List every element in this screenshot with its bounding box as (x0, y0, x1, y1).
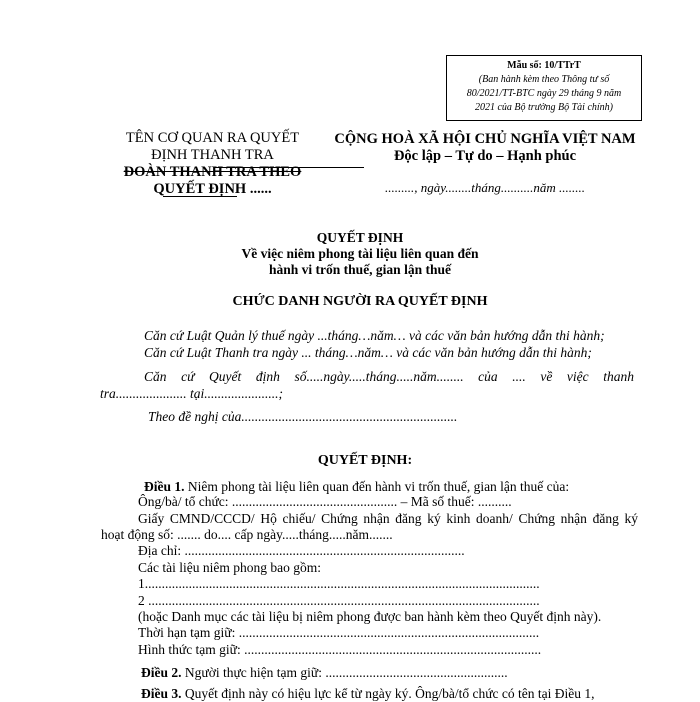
nation-motto: Độc lập – Tự do – Hạnh phúc (393, 148, 577, 164)
address-line: Địa chỉ: ................................................................................... (138, 543, 465, 558)
holding-form: Hình thức tạm giữ: ........................................................................................ (138, 642, 542, 657)
signer-title: CHỨC DANH NGƯỜI RA QUYẾT ĐỊNH (232, 294, 488, 309)
article-2-text: Người thực hiện tạm giữ: ...................................................... (181, 665, 508, 680)
title-line-3: hành vi trốn thuế, gian lận thuế (269, 262, 451, 277)
agency-line-2: ĐỊNH THANH TRA (151, 147, 274, 163)
agency-line-3: ĐOÀN THANH TRA THEO (123, 164, 302, 180)
legal-basis-3-cont: tra..................... tại......................; (100, 386, 284, 401)
agency-line-4: QUYẾT ĐỊNH ...... (153, 181, 272, 197)
sealed-docs-heading: Các tài liệu niêm phong bao gồm: (138, 560, 321, 575)
article-1-label: Điều 1. (144, 479, 185, 494)
subject-line: Ông/bà/ tổ chức: ................................................. – Mã số thuế: .......... (138, 494, 512, 509)
form-number: Mẫu số: 10/TTrT (507, 60, 581, 71)
holding-period: Thời hạn tạm giữ: ......................................................................................... (138, 625, 540, 640)
article-3-text: Quyết định này có hiệu lực kể từ ngày ký. Ông/bà/tổ chức có tên tại Điều 1, (181, 686, 595, 701)
form-note-line-3: 2021 của Bộ trưởng Bộ Tài chính) (474, 102, 613, 113)
form-note-line-1: (Ban hành kèm theo Thông tư số (478, 74, 610, 85)
sealed-docs-note: (hoặc Danh mục các tài liệu bị niêm phong được ban hành kèm theo Quyết định này). (138, 609, 602, 624)
date-line: ........., ngày........tháng..........năm ........ (384, 180, 586, 195)
title-line-1: QUYẾT ĐỊNH (316, 230, 404, 245)
nation-name: CỘNG HOÀ XÃ HỘI CHỦ NGHĨA VIỆT NAM (334, 131, 636, 147)
id-document-line-2: hoạt động số: ....... do.... cấp ngày.....tháng.....năm....... (101, 527, 393, 542)
proposal-basis: Theo đề nghị của................................................................ (148, 409, 458, 424)
decision-title (150, 230, 570, 278)
article-1-text: Niêm phong tài liệu liên quan đến hành vi trốn thuế, gian lận thuế của: (184, 479, 570, 494)
form-note-line-2: 80/2021/TT-BTC ngày 29 tháng 9 năm (466, 88, 622, 99)
legal-basis-2: Căn cứ Luật Thanh tra ngày ... tháng…năm… và các văn bản hướng dẫn thi hành; (144, 345, 592, 360)
agency-underline (163, 196, 237, 197)
issuing-agency (100, 130, 325, 198)
title-line-2: Về việc niêm phong tài liệu liên quan đến (241, 246, 479, 261)
sealed-doc-2: 2 .................................................................................................................... (138, 593, 540, 608)
legal-basis-1: Căn cứ Luật Quản lý thuế ngày ...tháng…năm… và các văn bản hướng dẫn thi hành; (144, 328, 605, 343)
sealed-doc-1: 1..................................................................................................................... (138, 576, 540, 591)
article-3 (141, 685, 681, 702)
legal-basis-3: Căn cứ Quyết định số.....ngày.....tháng.....năm........ của .... về việc thanh (144, 369, 634, 384)
article-3-label: Điều 3. (141, 686, 182, 701)
form-number-box (446, 55, 642, 121)
article-2-label: Điều 2. (141, 665, 182, 680)
agency-line-1: TÊN CƠ QUAN RA QUYẾT (125, 130, 300, 146)
header-divider-line (215, 167, 364, 168)
decides-heading: QUYẾT ĐỊNH: (317, 453, 413, 468)
id-document-line-1: Giấy CMND/CCCD/ Hộ chiếu/ Chứng nhận đăng ký kinh doanh/ Chứng nhận đăng ký (138, 511, 638, 526)
article-2 (141, 664, 661, 681)
national-header (330, 131, 640, 165)
